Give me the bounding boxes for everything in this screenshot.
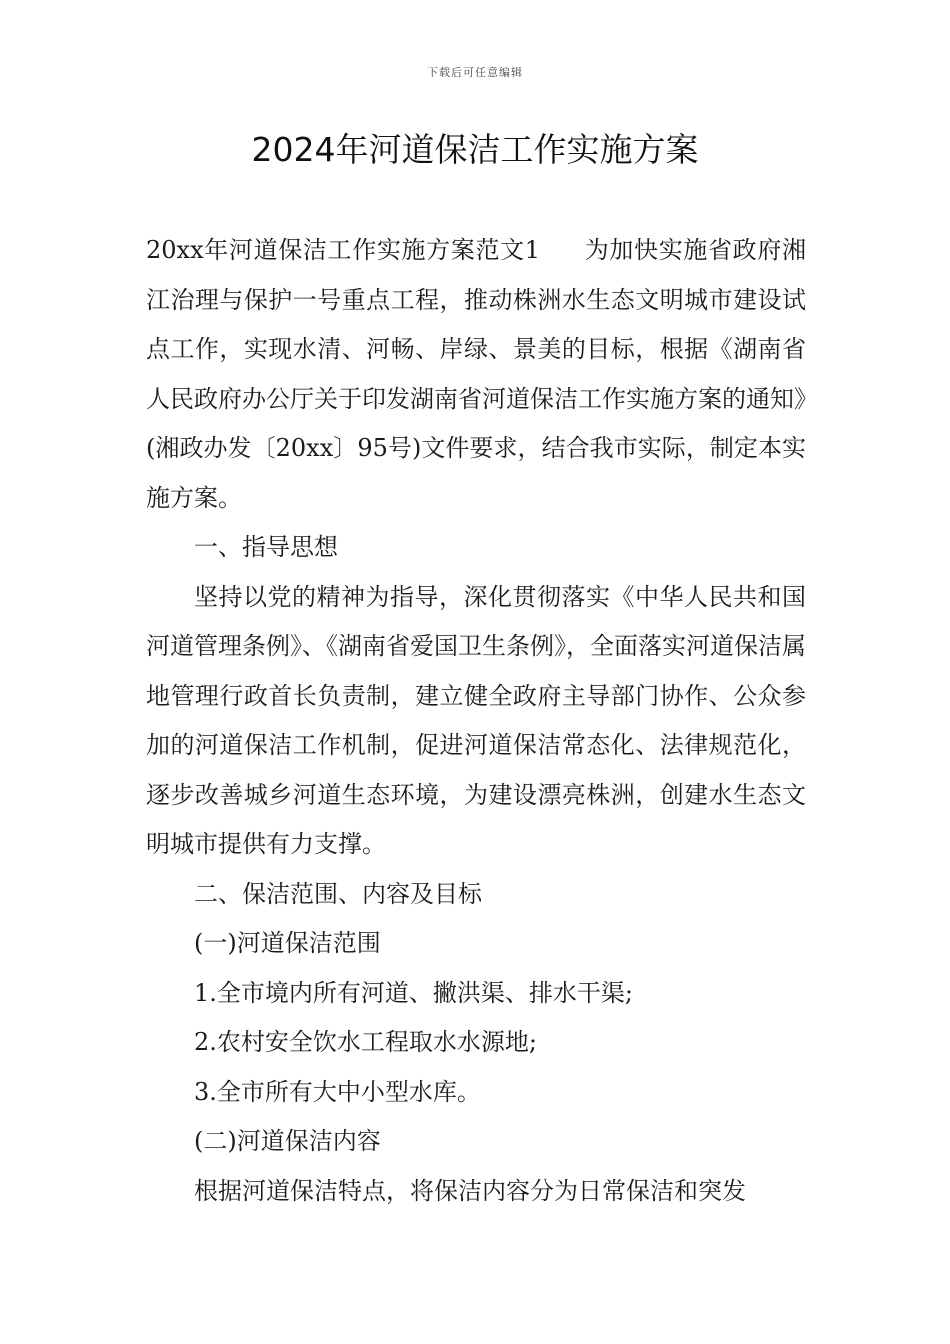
intro-paragraph: [146, 226, 806, 523]
intro-text: 为加快实施省政府湘江治理与保护一号重点工程，推动株洲水生态文明城市建设试点工作，实现水清、河畅、岸绿、景美的目标，根据《湖南省人民政府办公厅关于印发湖南省河道保洁工作实施方案的通知》(湘政办发〔20xx〕95号)文件要求，结合我市实际，制定本实施方案。: [146, 236, 806, 512]
document-title: 2024年河道保洁工作实施方案: [251, 130, 699, 169]
intro-lead: 20xx年河道保洁工作实施方案范文1: [146, 236, 541, 264]
subheading-content: (二)河道保洁内容: [194, 1127, 381, 1155]
list-item-scope-3: 3.全市所有大中小型水库。: [194, 1077, 481, 1106]
list-item-scope-1: 1.全市境内所有河道、撇洪渠、排水干渠;: [194, 978, 633, 1007]
list-item-scope-2: 2.农村安全饮水工程取水水源地;: [194, 1028, 537, 1056]
subheading-scope: (一)河道保洁范围: [194, 929, 381, 957]
section-heading-scope: 二、保洁范围、内容及目标: [194, 879, 482, 908]
section-heading-guiding-thought: 一、指导思想: [194, 533, 338, 561]
paragraph-guiding-thought: 坚持以党的精神为指导，深化贯彻落实《中华人民共和国河道管理条例》、《湖南省爱国卫生条例》，全面落实河道保洁属地管理行政首长负责制，建立健全政府主导部门协作、公众参加的河道保洁工作机制，促进河道保洁常态化、法律规范化，逐步改善城乡河道生态环境，为建设漂亮株洲，创建水生态文明城市提供有力支撑。: [146, 582, 806, 858]
paragraph-content: 根据河道保洁特点，将保洁内容分为日常保洁和突发: [194, 1176, 746, 1205]
header-note: 下载后可任意编辑: [427, 66, 523, 79]
document-body: [146, 226, 806, 1216]
